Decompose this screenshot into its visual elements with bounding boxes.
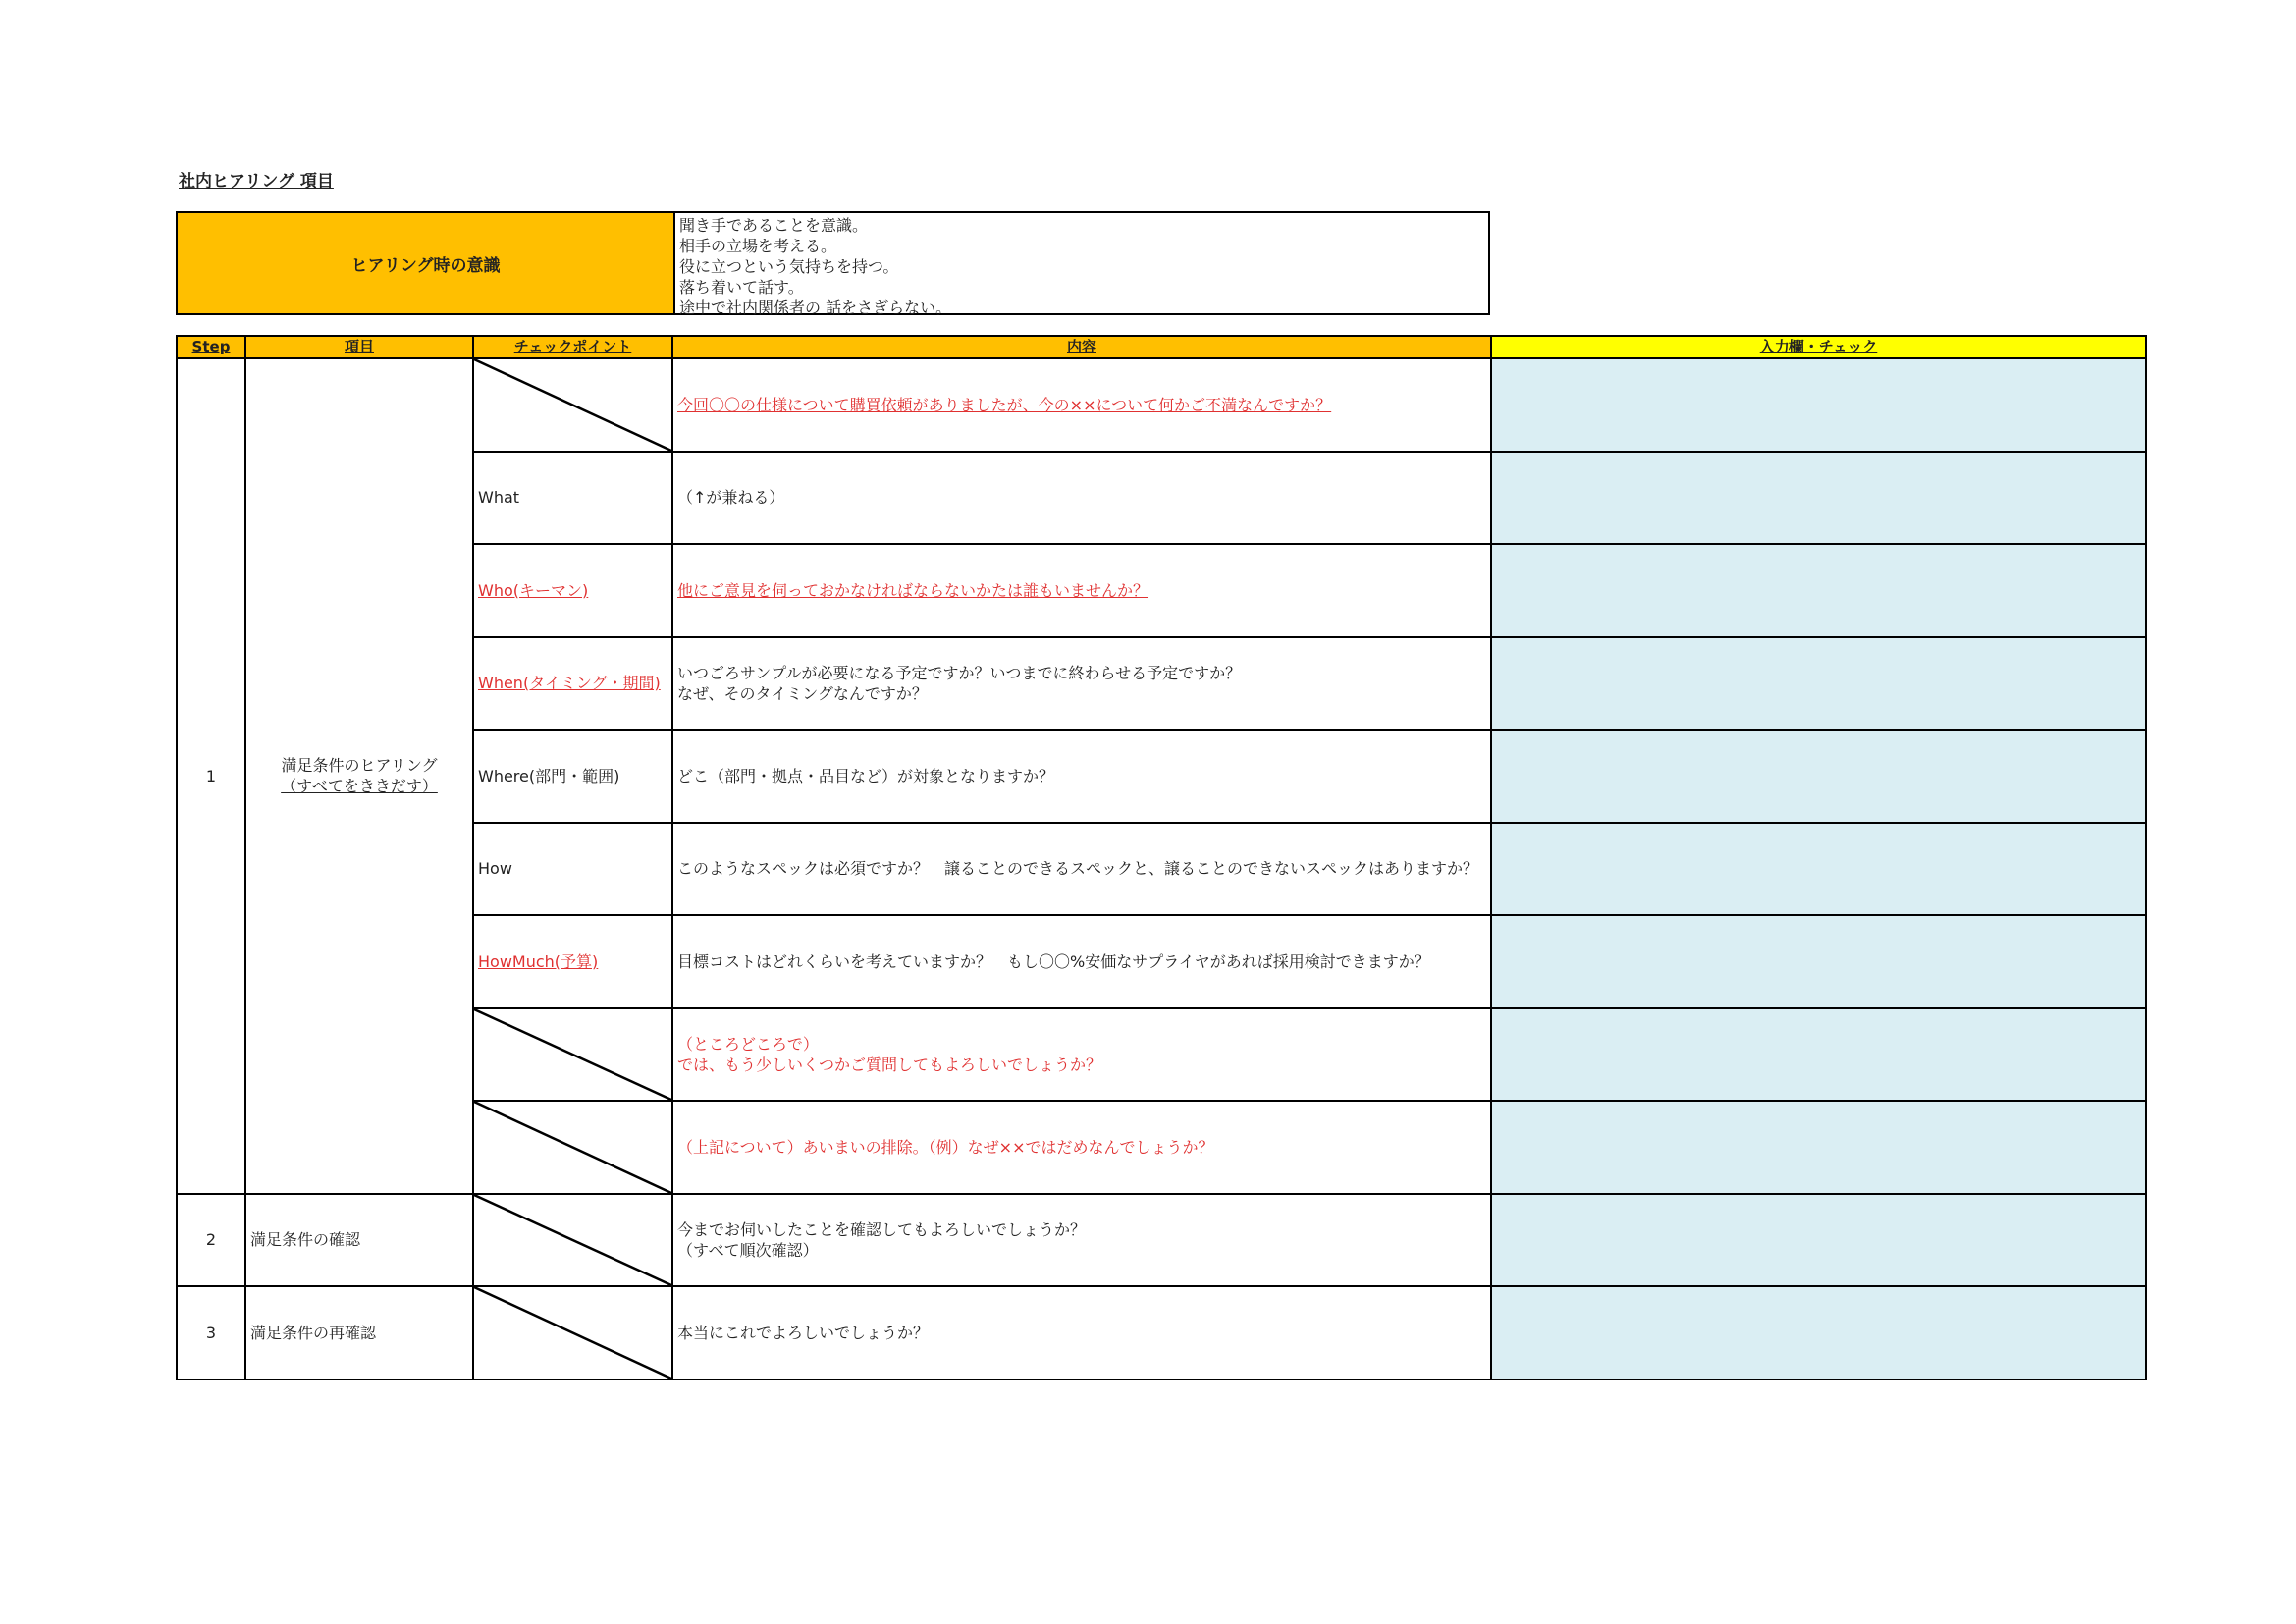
- content-cell: [672, 1008, 1491, 1102]
- awareness-line: 聞き手であることを意識。: [679, 216, 869, 235]
- awareness-line: 落ち着いて話す。: [679, 278, 804, 297]
- input-cell[interactable]: [1491, 1008, 2146, 1102]
- content-line: 今までお伺いしたことを確認してもよろしいでしょうか？: [677, 1219, 1087, 1239]
- content-cell: [672, 544, 1491, 637]
- checkpoint-cell-empty: [473, 1101, 672, 1194]
- input-cell[interactable]: [1491, 637, 2146, 731]
- input-cell[interactable]: [1491, 823, 2146, 916]
- input-cell[interactable]: [1491, 1194, 2146, 1287]
- content-cell: [672, 1101, 1491, 1194]
- header-row: [177, 336, 2146, 358]
- header-input: 入力欄・チェック: [1491, 336, 2146, 358]
- content-text: 他にご意見を伺っておかなければならないかたは誰もいませんか？: [677, 580, 1149, 600]
- step-number: 2: [177, 1194, 245, 1287]
- checkpoint-cell: What: [473, 452, 672, 545]
- content-cell: [672, 1194, 1491, 1287]
- header-item: 項目: [245, 336, 473, 358]
- step-item-line: （すべてをききだす）: [281, 777, 438, 796]
- document-title: 社内ヒアリング 項目: [179, 172, 334, 191]
- input-cell[interactable]: [1491, 730, 2146, 823]
- step-number: 1: [177, 358, 245, 1194]
- checkpoint-cell: How: [473, 823, 672, 916]
- input-cell[interactable]: [1491, 544, 2146, 637]
- checkpoint-cell-empty: [473, 1286, 672, 1380]
- checkpoint-cell: Where(部門・範囲): [473, 730, 672, 823]
- content-cell: 本当にこれでよろしいでしょうか？: [672, 1286, 1491, 1380]
- input-cell[interactable]: [1491, 358, 2146, 452]
- checkpoint-cell-empty: [473, 1008, 672, 1102]
- checkpoint-cell: [473, 637, 672, 731]
- step-item-line: 満足条件のヒアリング: [281, 756, 438, 776]
- content-line: なぜ、そのタイミングなんですか？: [677, 683, 928, 703]
- awareness-line: 途中で社内関係者の 話をさぎらない。: [679, 298, 952, 317]
- table-row: [177, 358, 2146, 452]
- content-line: （ところどころで）: [677, 1034, 819, 1054]
- content-line: いつごろサンプルが必要になる予定ですか？いつまでに終わらせる予定ですか？: [677, 663, 1242, 682]
- awareness-label: ヒアリング時の意識: [178, 213, 675, 313]
- checkpoint-cell: [473, 915, 672, 1008]
- content-cell: [672, 358, 1491, 452]
- step-item: [245, 358, 473, 1194]
- input-cell[interactable]: [1491, 1286, 2146, 1380]
- awareness-line: 役に立つという気持ちを持つ。: [679, 257, 899, 276]
- checkpoint-text: When(タイミング・期間): [478, 674, 661, 693]
- checkpoint-cell-empty: [473, 358, 672, 452]
- step-item: 満足条件の再確認: [245, 1286, 473, 1380]
- input-cell[interactable]: [1491, 452, 2146, 545]
- step-item: 満足条件の確認: [245, 1194, 473, 1287]
- checkpoint-cell-empty: [473, 1194, 672, 1287]
- checkpoint-text: Who(キーマン): [478, 580, 589, 600]
- awareness-line: 相手の立場を考える。: [679, 237, 837, 255]
- content-cell: （↑が兼ねる）: [672, 452, 1491, 545]
- content-cell: このようなスペックは必須ですか？ 譲ることのできるスペックと、譲ることのできないスペックはありますか？: [672, 823, 1491, 916]
- header-content: 内容: [672, 336, 1491, 358]
- content-text: 今回〇〇の仕様について購買依頼がありましたが、今の××について何かご不満なんですか？: [677, 395, 1332, 414]
- step-number: 3: [177, 1286, 245, 1380]
- checkpoint-cell: [473, 544, 672, 637]
- content-text: （上記について）あいまいの排除。（例）なぜ××ではだめなんでしょうか？: [677, 1137, 1214, 1157]
- checkpoint-text: HowMuch(予算): [478, 951, 599, 971]
- header-step: Step: [177, 336, 245, 358]
- content-line: では、もう少しいくつかご質問してもよろしいでしょうか？: [677, 1055, 1102, 1074]
- content-cell: 目標コストはどれくらいを考えていますか？ もし〇〇%安価なサプライヤがあれば採用検討できますか？: [672, 915, 1491, 1008]
- content-line: （すべて順次確認）: [677, 1240, 819, 1260]
- awareness-box: [176, 211, 1490, 315]
- input-cell[interactable]: [1491, 915, 2146, 1008]
- content-cell: どこ（部門・拠点・品目など）が対象となりますか？: [672, 730, 1491, 823]
- hearing-table: [176, 335, 2147, 1380]
- awareness-lines: [675, 213, 955, 317]
- content-cell: [672, 637, 1491, 731]
- input-cell[interactable]: [1491, 1101, 2146, 1194]
- header-checkpoint: チェックポイント: [473, 336, 672, 358]
- table-row: [177, 1286, 2146, 1380]
- table-row: [177, 1194, 2146, 1287]
